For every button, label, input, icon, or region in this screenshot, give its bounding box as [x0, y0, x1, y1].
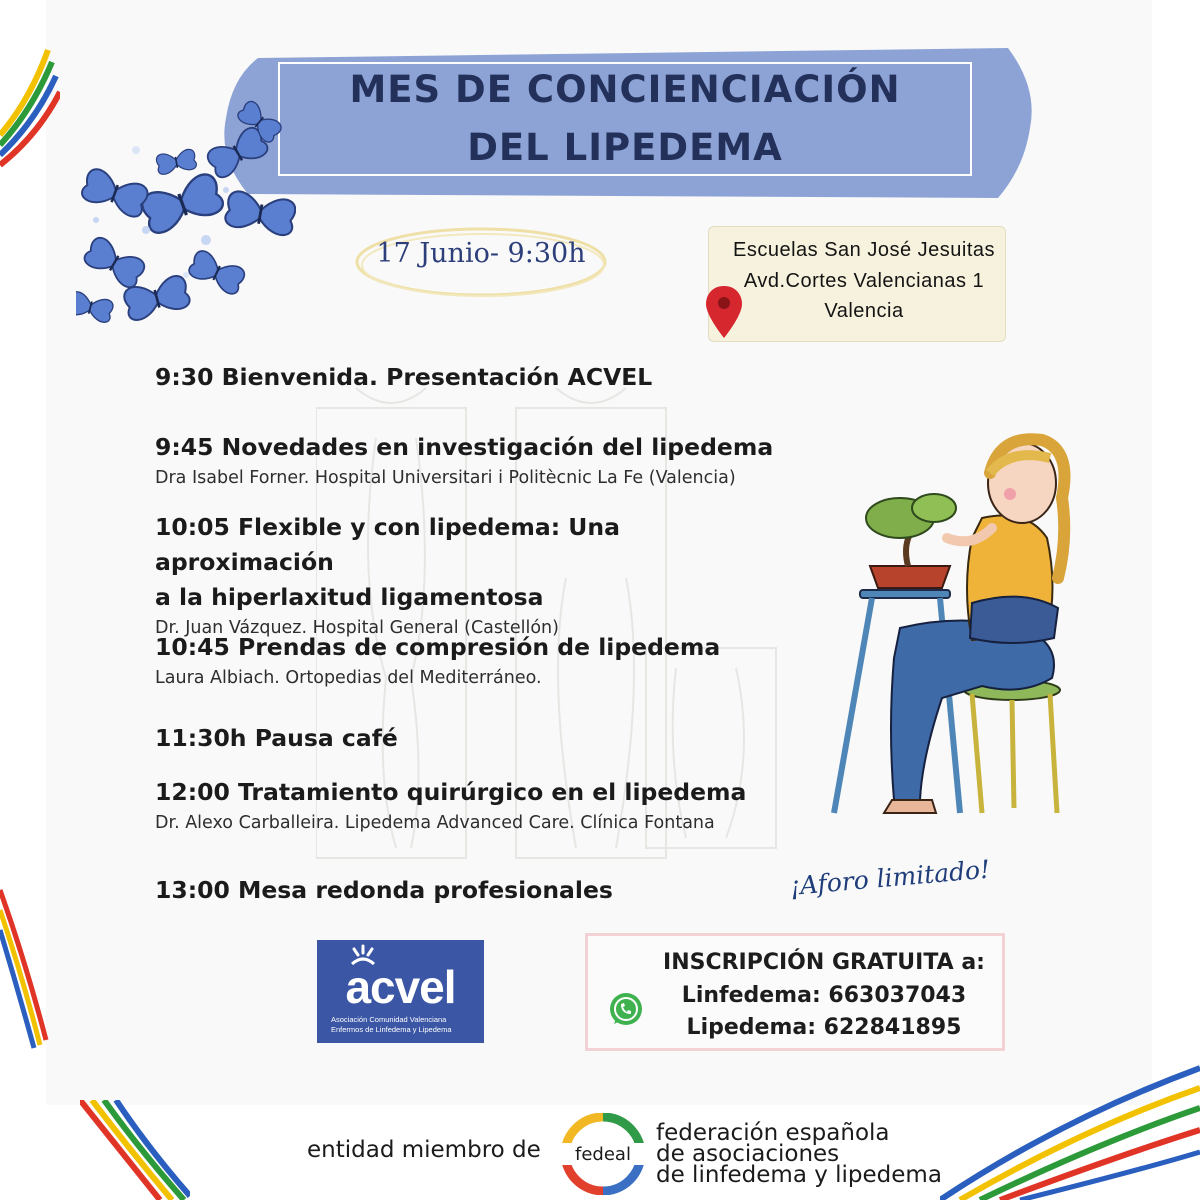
agenda-item-title: 11:30h Pausa café: [155, 724, 398, 752]
agenda-item-title: 9:30 Bienvenida. Presentación ACVEL: [155, 363, 653, 391]
location-line-1: Escuelas San José Jesuitas: [732, 239, 996, 261]
agenda-item-title: 10:05 Flexible y con lipedema: Una aproximación: [155, 513, 620, 576]
woman-bonsai-illustration: [822, 428, 1092, 828]
registration-box: [585, 933, 1005, 1051]
rainbow-stripes-bottom-left: [80, 1100, 190, 1200]
agenda-item: [155, 873, 795, 908]
agenda-item: [155, 721, 795, 756]
federation-name-line-2: de asociaciones: [656, 1141, 840, 1167]
fedeal-wordmark: fedeal: [575, 1144, 631, 1165]
acvel-subtitle-2: Enfermos de Linfedema y Lipedema: [331, 1025, 452, 1034]
capacity-note: ¡Aforo limitado!: [788, 854, 992, 901]
rainbow-stripes-top-left: [0, 40, 60, 170]
butterfly-icon: [76, 100, 296, 330]
member-of-text: entidad miembro de: [307, 1137, 541, 1163]
rainbow-stripes-bottom-right: [940, 1060, 1200, 1200]
agenda-item-title: 12:00 Tratamiento quirúrgico en el lipedema: [155, 778, 747, 806]
event-date-time: 17 Junio- 9:30h: [376, 238, 586, 269]
federation-name-line-3: de linfedema y lipedema: [656, 1162, 942, 1188]
acvel-logo: [317, 940, 484, 1043]
agenda-item-title: 13:00 Mesa redonda profesionales: [155, 876, 613, 904]
agenda-item: [155, 430, 795, 491]
phone-linfedema[interactable]: Linfedema: 663037043: [681, 983, 967, 1008]
agenda-item-speaker: Dr. Juan Vázquez. Hospital General (Castellón): [155, 618, 559, 638]
whatsapp-icon: [606, 990, 646, 1030]
location-card: [708, 226, 1006, 342]
acvel-subtitle-1: Asociación Comunidad Valenciana: [331, 1015, 447, 1024]
agenda-item: [155, 510, 795, 641]
agenda-item-title: 9:45 Novedades en investigación del lipedema: [155, 433, 774, 461]
agenda-item-title: 10:45 Prendas de compresión de lipedema: [155, 633, 721, 661]
title-line-1: MES DE CONCIENCIACIÓN: [349, 68, 901, 111]
agenda-item: [155, 775, 795, 836]
agenda-item-speaker: Laura Albiach. Ortopedias del Mediterráneo.: [155, 668, 542, 688]
agenda-item-speaker: Dra Isabel Forner. Hospital Universitari i Politècnic La Fe (Valencia): [155, 468, 736, 488]
title-line-2: DEL LIPEDEMA: [467, 126, 783, 169]
location-line-3: Valencia: [824, 300, 904, 322]
fedeal-logo: [559, 1113, 647, 1195]
map-pin-icon: [704, 284, 744, 340]
phone-lipedema[interactable]: Lipedema: 622841895: [686, 1015, 962, 1040]
title-box: [278, 62, 972, 176]
agenda-item: [155, 630, 795, 691]
federation-name-line-1: federación española: [656, 1120, 890, 1146]
location-line-2: Avd.Cortes Valencianas 1: [743, 270, 985, 292]
acvel-wordmark: acvel: [345, 961, 456, 1013]
agenda-item-speaker: Dr. Alexo Carballeira. Lipedema Advanced Care. Clínica Fontana: [155, 813, 715, 833]
agenda-item-title-cont: a la hiperlaxitud ligamentosa: [155, 583, 544, 611]
agenda-item: [155, 360, 795, 395]
rainbow-stripes-left: [0, 880, 50, 1050]
registration-heading: INSCRIPCIÓN GRATUITA a:: [663, 950, 985, 975]
